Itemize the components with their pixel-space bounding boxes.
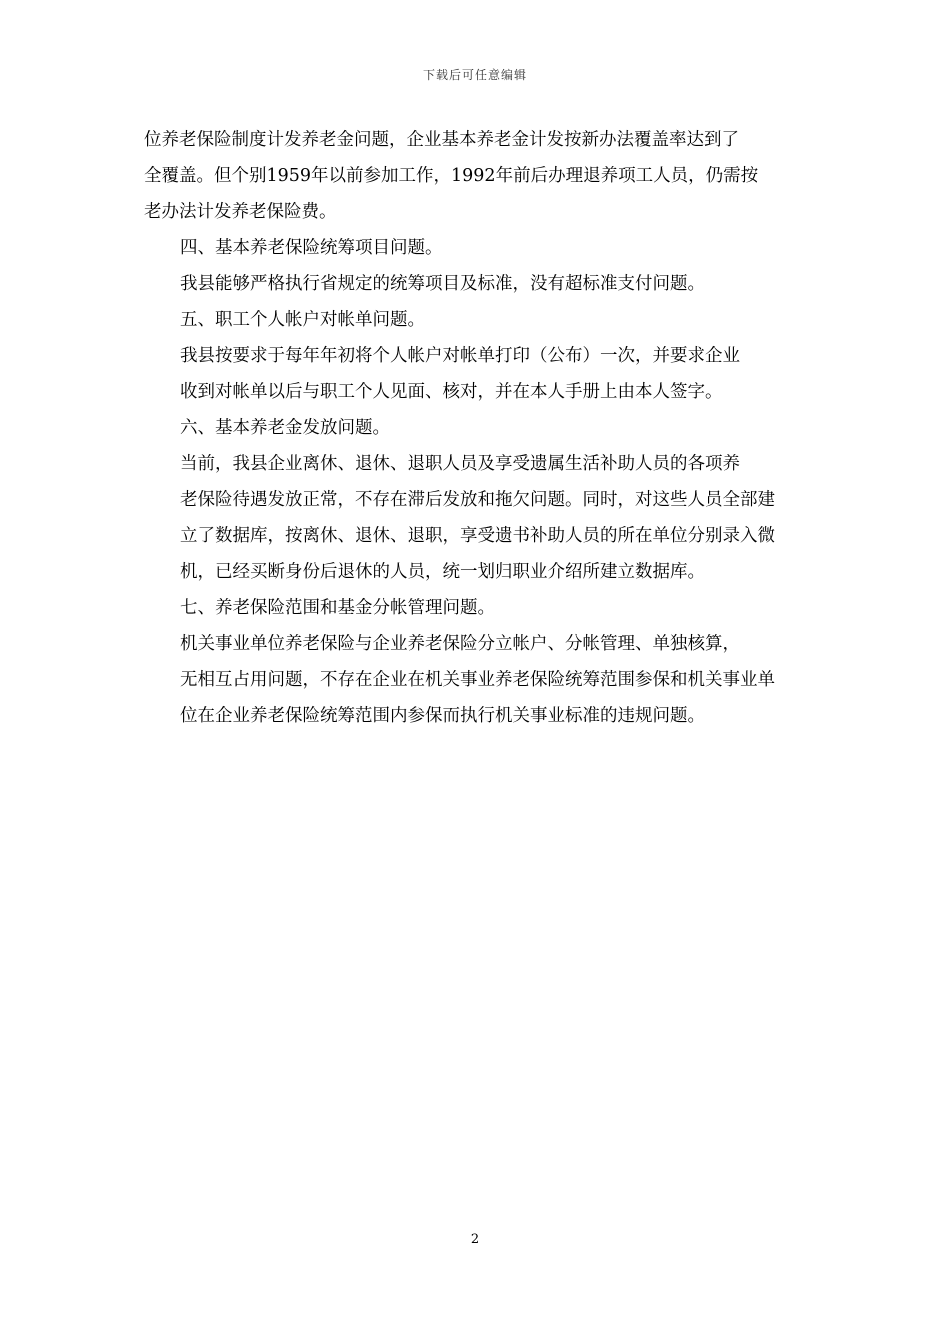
paragraph <box>144 410 808 446</box>
paragraph <box>144 230 808 266</box>
paragraph-line: 我县能够严格执行省规定的统筹项目及标准，没有超标准支付问题。 <box>180 274 705 294</box>
paragraph <box>144 590 808 626</box>
paragraph <box>144 122 808 230</box>
page-number: 2 <box>470 1232 480 1247</box>
paragraph-line: 位养老保险制度计发养老金问题，企业基本养老金计发按新办法覆盖率达到了 <box>144 130 739 150</box>
paragraph-line: 无相互占用问题，不存在企业在机关事业养老保险统筹范围参保和机关事业单 <box>180 670 775 690</box>
paragraph-line: 五、职工个人帐户对帐单问题。 <box>180 310 425 330</box>
page-header: 下载后可任意编辑 <box>422 68 527 82</box>
paragraph <box>144 446 808 590</box>
paragraph-line: 当前，我县企业离休、退休、退职人员及享受遗属生活补助人员的各项养 <box>180 454 740 474</box>
paragraph-line: 收到对帐单以后与职工个人见面、核对，并在本人手册上由本人签字。 <box>180 382 723 402</box>
paragraph <box>144 302 808 338</box>
paragraph-line: 七、养老保险范围和基金分帐管理问题。 <box>180 598 495 618</box>
paragraph-line: 立了数据库，按离休、退休、退职，享受遗书补助人员的所在单位分别录入微 <box>180 526 775 546</box>
paragraph <box>144 338 808 410</box>
paragraph-line: 全覆盖。但个别1959年以前参加工作，1992年前后办理退养项工人员，仍需按 <box>144 166 759 186</box>
paragraph-line: 我县按要求于每年年初将个人帐户对帐单打印（公布）一次，并要求企业 <box>180 346 740 366</box>
paragraph <box>144 626 808 734</box>
paragraph-line: 机关事业单位养老保险与企业养老保险分立帐户、分帐管理、单独核算， <box>180 634 740 654</box>
document-body <box>144 122 808 734</box>
paragraph-line: 老保险待遇发放正常，不存在滞后发放和拖欠问题。同时，对这些人员全部建 <box>180 490 775 510</box>
paragraph-line: 四、基本养老保险统筹项目问题。 <box>180 238 443 258</box>
paragraph <box>144 266 808 302</box>
paragraph-line: 位在企业养老保险统筹范围内参保而执行机关事业标准的违规问题。 <box>180 706 705 726</box>
paragraph-line: 老办法计发养老保险费。 <box>144 202 337 222</box>
paragraph-line: 机，已经买断身份后退休的人员，统一划归职业介绍所建立数据库。 <box>180 562 705 582</box>
paragraph-line: 六、基本养老金发放问题。 <box>180 418 390 438</box>
